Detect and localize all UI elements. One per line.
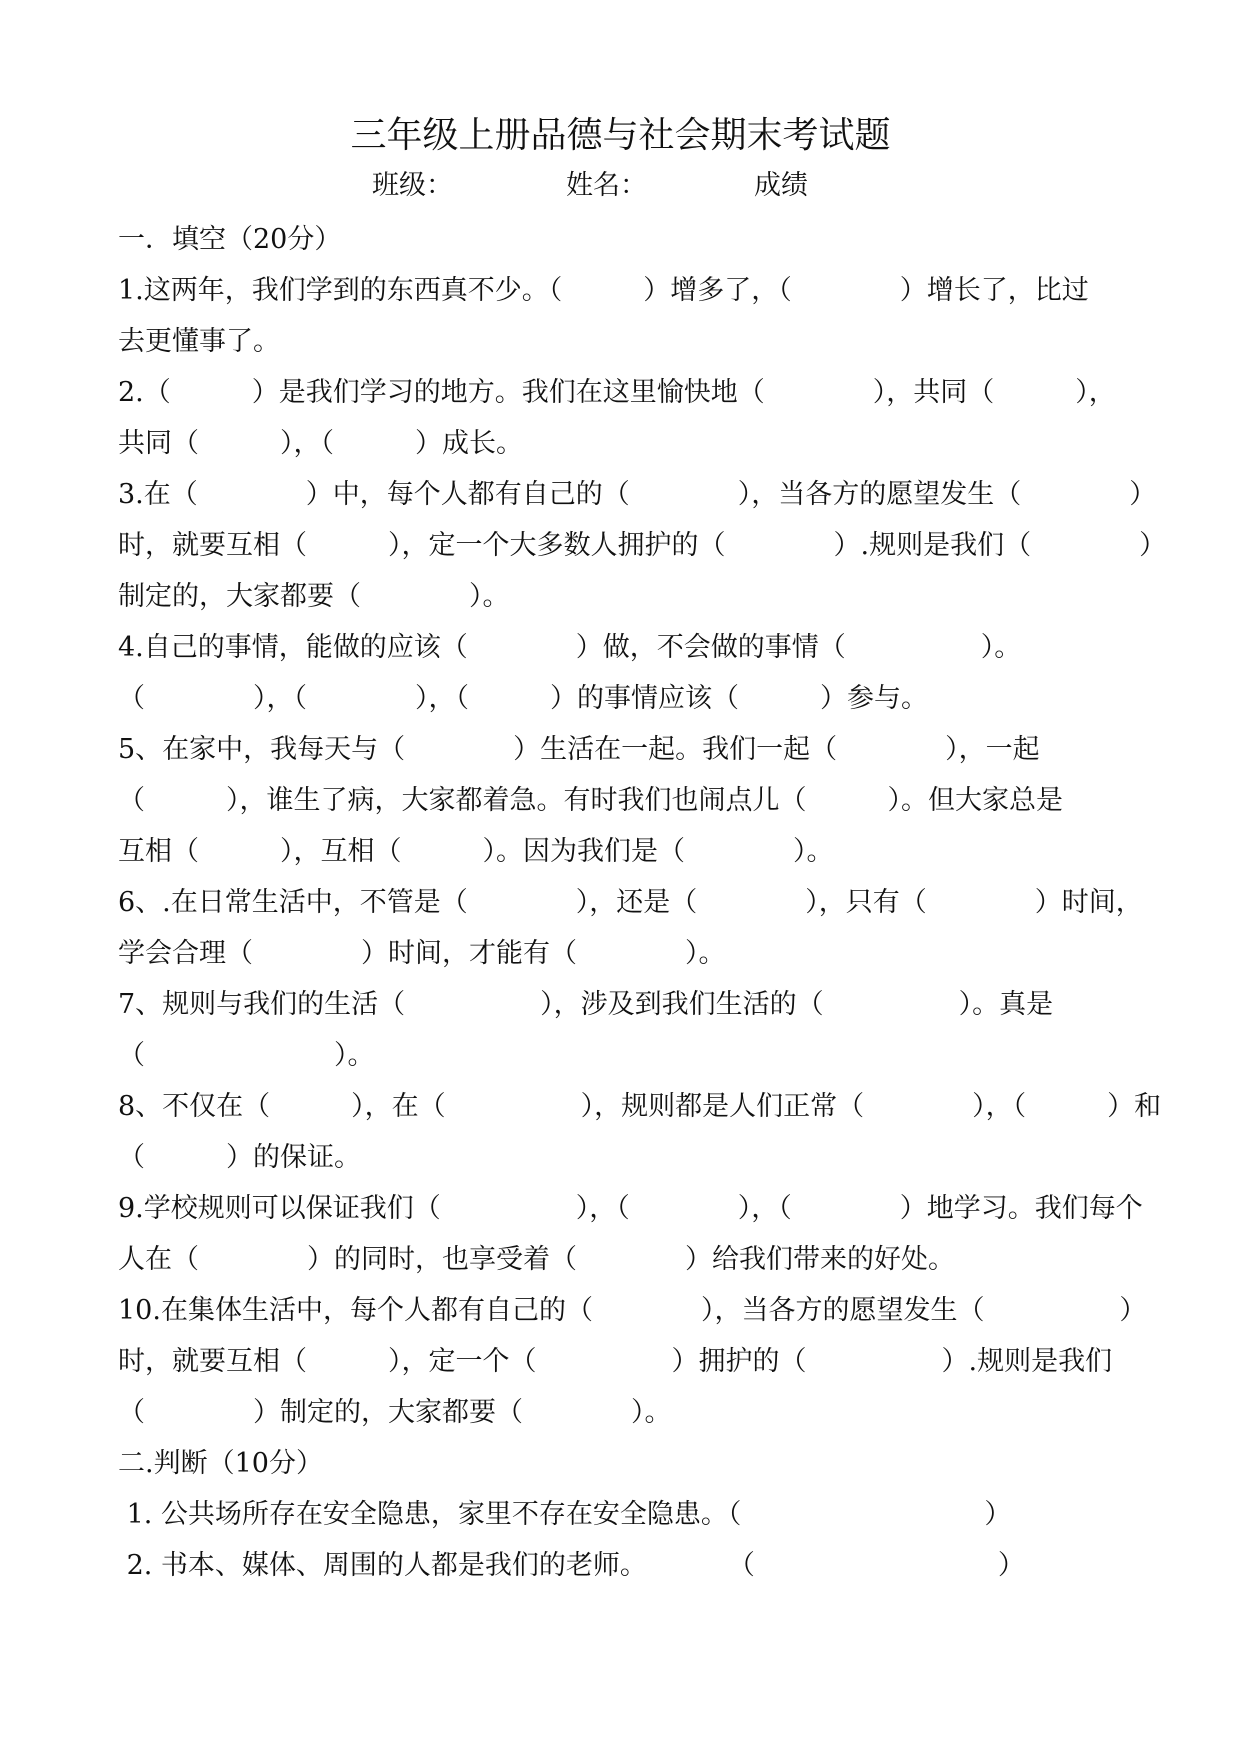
question-line: 时，就要互相（ ），定一个（ ）拥护的（ ）.规则是我们 (118, 1346, 1113, 1377)
question-line: 共同（ ），（ ）成长。 (118, 428, 523, 459)
section-heading-judgment: 二.判断（10分） (118, 1448, 323, 1479)
class-label: 班级： (372, 170, 453, 201)
section-heading-fill-blank: 一．填空（20分） (118, 224, 342, 255)
question-line: （ ）制定的，大家都要（ ）。 (118, 1397, 672, 1428)
question-line: （ ）的保证。 (118, 1142, 361, 1173)
judgment-item: 1. 公共场所存在安全隐患，家里不存在安全隐患。（ ） (118, 1499, 1012, 1530)
question-line: （ ）。 (118, 1040, 375, 1071)
exam-title: 三年级上册品德与社会期末考试题 (350, 115, 891, 156)
judgment-item: 2. 书本、媒体、周围的人都是我们的老师。 （ ） (118, 1550, 1025, 1581)
question-line: 2.（ ）是我们学习的地方。我们在这里愉快地（ ），共同（ ）， (118, 377, 1116, 408)
question-line: （ ），（ ），（ ）的事情应该（ ）参与。 (118, 683, 928, 714)
question-line: 3.在（ ）中，每个人都有自己的（ ），当各方的愿望发生（ ） (118, 479, 1157, 510)
question-line: 10.在集体生活中，每个人都有自己的（ ），当各方的愿望发生（ ） (118, 1295, 1147, 1326)
question-line: 9.学校规则可以保证我们（ ），（ ），（ ）地学习。我们每个 (118, 1193, 1143, 1224)
question-line: （ ），谁生了病，大家都着急。有时我们也闹点儿（ ）。但大家总是 (118, 785, 1063, 816)
question-line: 时，就要互相（ ），定一个大多数人拥护的（ ）.规则是我们（ ） (118, 530, 1167, 561)
score-label: 成绩 (754, 170, 808, 201)
question-line: 去更懂事了。 (118, 326, 280, 357)
question-line: 人在（ ）的同时，也享受着（ ）给我们带来的好处。 (118, 1244, 955, 1275)
question-line: 7、规则与我们的生活（ ），涉及到我们生活的（ ）。真是 (118, 989, 1054, 1020)
question-line: 5、在家中，我每天与（ ）生活在一起。我们一起（ ），一起 (118, 734, 1040, 765)
question-line: 6、.在日常生活中，不管是（ ），还是（ ），只有（ ）时间， (118, 887, 1143, 918)
question-line: 互相（ ），互相（ ）。因为我们是（ ）。 (118, 836, 834, 867)
question-line: 1.这两年，我们学到的东西真不少。（ ）增多了，（ ）增长了，比过 (118, 275, 1089, 306)
question-line: 制定的，大家都要（ ）。 (118, 581, 510, 612)
question-line: 4.自己的事情，能做的应该（ ）做，不会做的事情（ ）。 (118, 632, 1022, 663)
question-line: 学会合理（ ）时间，才能有（ ）。 (118, 938, 726, 969)
question-line: 8、不仅在（ ），在（ ），规则都是人们正常（ ），（ ）和 (118, 1091, 1162, 1122)
name-label: 姓名： (566, 170, 647, 201)
